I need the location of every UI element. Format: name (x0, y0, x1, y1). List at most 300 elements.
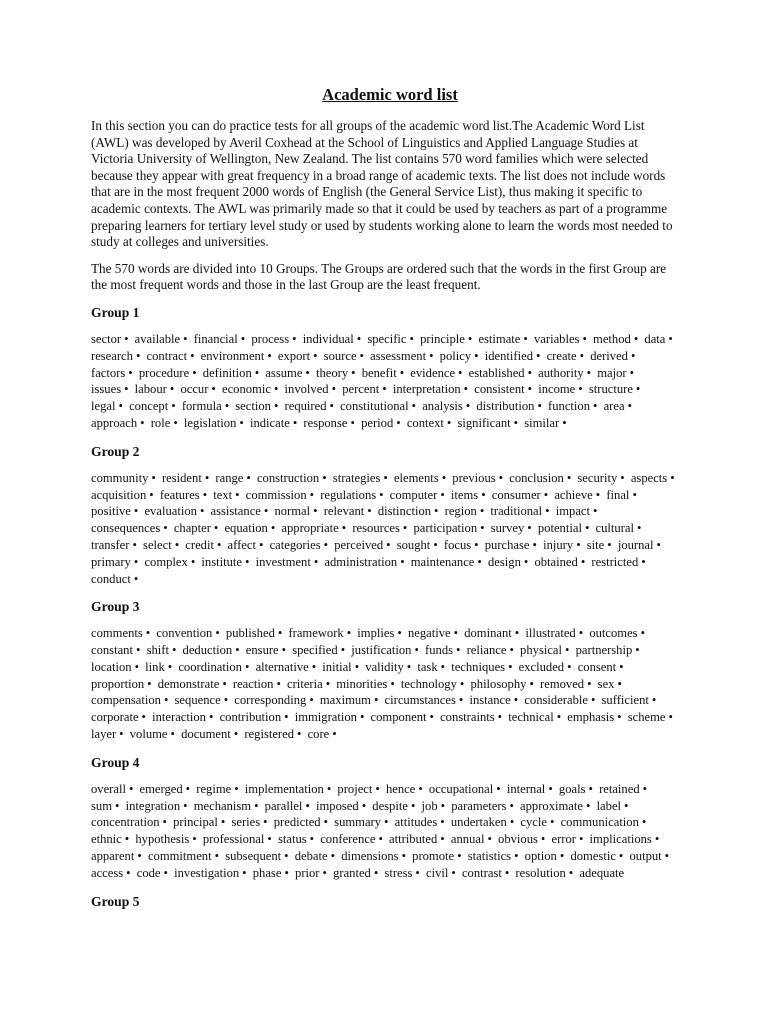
bullet-separator: • (346, 626, 352, 641)
bullet-separator: • (356, 331, 362, 346)
word-item: traditional (490, 504, 543, 519)
word-item: chapter (173, 521, 211, 536)
bullet-separator: • (562, 415, 567, 430)
bullet-separator: • (141, 710, 146, 725)
bullet-separator: • (171, 643, 177, 658)
word-item: annual (450, 832, 485, 847)
bullet-separator: • (504, 865, 510, 880)
bullet-separator: • (434, 504, 439, 519)
bullet-separator: • (171, 399, 176, 414)
bullet-separator: • (118, 399, 123, 414)
word-item: sufficient (601, 693, 649, 708)
bullet-separator: • (441, 470, 447, 485)
word-item: labour (134, 382, 167, 397)
bullet-separator: • (215, 626, 220, 641)
bullet-separator: • (509, 798, 514, 813)
bullet-separator: • (309, 487, 315, 502)
bullet-separator: • (578, 382, 583, 397)
bullet-separator: • (145, 626, 151, 641)
word-item: emerged (139, 781, 183, 796)
word-item: restricted (591, 554, 639, 569)
bullet-separator: • (267, 832, 272, 847)
word-item: period (361, 415, 394, 430)
word-item: investment (255, 554, 311, 569)
word-item: approach (91, 415, 138, 430)
word-item: benefit (361, 365, 397, 380)
word-item: data (644, 331, 666, 346)
word-item: structure (588, 382, 633, 397)
word-item: registered (244, 727, 295, 742)
word-item: analysis (422, 399, 463, 414)
word-item: aspects (630, 470, 668, 485)
bullet-separator: • (578, 832, 584, 847)
word-item: categories (269, 537, 321, 552)
bullet-separator: • (548, 781, 553, 796)
word-item: component (370, 710, 427, 725)
word-item: section (235, 399, 271, 414)
word-item: integration (125, 798, 181, 813)
word-item: theory (315, 365, 349, 380)
bullet-separator: • (244, 659, 250, 674)
bullet-separator: • (642, 781, 648, 796)
bullet-separator: • (664, 849, 670, 864)
bullet-separator: • (580, 554, 586, 569)
word-item: purchase (484, 537, 530, 552)
word-item: method (593, 331, 631, 346)
word-item: source (323, 348, 357, 363)
bullet-separator: • (620, 470, 625, 485)
word-item: income (538, 382, 576, 397)
word-item: primary (91, 554, 131, 569)
bullet-separator: • (378, 832, 383, 847)
bullet-separator: • (254, 798, 259, 813)
word-item: ethnic (91, 832, 122, 847)
word-item: sex (597, 676, 615, 691)
bullet-separator: • (309, 693, 314, 708)
bullet-separator: • (587, 676, 592, 691)
word-item: conference (320, 832, 376, 847)
word-item: obvious (498, 832, 538, 847)
bullet-separator: • (593, 504, 598, 519)
word-item: potential (537, 521, 582, 536)
bullet-separator: • (481, 487, 486, 502)
word-item: location (91, 659, 132, 674)
word-item: create (546, 348, 577, 363)
word-item: series (231, 815, 261, 830)
bullet-separator: • (323, 815, 329, 830)
word-item: sector (91, 331, 122, 346)
word-item: dimensions (341, 849, 399, 864)
bullet-separator: • (497, 710, 503, 725)
word-item: justification (351, 643, 412, 658)
bullet-separator: • (633, 331, 639, 346)
word-item: region (444, 504, 477, 519)
word-item: available (134, 331, 181, 346)
bullet-separator: • (513, 693, 519, 708)
word-item: role (150, 415, 171, 430)
bullet-separator: • (263, 504, 269, 519)
bullet-separator: • (163, 521, 168, 536)
bullet-separator: • (465, 399, 471, 414)
word-item: principal (173, 815, 218, 830)
word-item: contract (146, 348, 188, 363)
bullet-separator: • (373, 865, 379, 880)
bullet-separator: • (350, 415, 355, 430)
word-item: goals (558, 781, 586, 796)
word-item: authority (538, 365, 584, 380)
bullet-separator: • (607, 537, 612, 552)
bullet-separator: • (185, 781, 191, 796)
bullet-separator: • (584, 521, 590, 536)
word-item: sequence (174, 693, 221, 708)
bullet-separator: • (115, 798, 120, 813)
bullet-separator: • (415, 865, 420, 880)
bullet-separator: • (508, 659, 513, 674)
word-item: specific (367, 331, 407, 346)
word-item: significant (457, 415, 511, 430)
bullet-separator: • (463, 382, 469, 397)
word-item: prior (295, 865, 320, 880)
bullet-separator: • (140, 415, 145, 430)
bullet-separator: • (128, 365, 133, 380)
word-item: scheme (627, 710, 666, 725)
bullet-separator: • (523, 331, 528, 346)
word-item: summary (334, 815, 382, 830)
bullet-separator: • (537, 399, 542, 414)
bullet-separator: • (543, 487, 549, 502)
word-item: illustrated (525, 626, 576, 641)
bullet-separator: • (382, 382, 387, 397)
word-item: framework (288, 626, 344, 641)
bullet-separator: • (151, 470, 156, 485)
word-item: computer (389, 487, 438, 502)
bullet-separator: • (474, 348, 479, 363)
bullet-separator: • (549, 815, 555, 830)
bullet-separator: • (281, 643, 287, 658)
word-item: regulations (320, 487, 377, 502)
bullet-separator: • (351, 365, 356, 380)
word-item: volume (129, 727, 168, 742)
word-item: occur (180, 382, 209, 397)
bullet-separator: • (513, 415, 519, 430)
bullet-separator: • (487, 832, 492, 847)
bullet-separator: • (340, 643, 346, 658)
bullet-separator: • (632, 487, 637, 502)
word-item: cultural (595, 521, 634, 536)
bullet-separator: • (183, 331, 188, 346)
word-item: design (487, 554, 521, 569)
word-item: obtained (534, 554, 578, 569)
word-item: communication (560, 815, 639, 830)
word-item: dominant (464, 626, 512, 641)
bullet-separator: • (640, 626, 646, 641)
bullet-separator: • (192, 365, 197, 380)
word-item: civil (426, 865, 449, 880)
bullet-separator: • (239, 415, 244, 430)
bullet-separator: • (654, 832, 660, 847)
bullet-separator: • (440, 487, 445, 502)
bullet-separator: • (540, 832, 546, 847)
word-item: acquisition (91, 487, 147, 502)
word-item: institute (201, 554, 242, 569)
word-item: indicate (249, 415, 290, 430)
bullet-separator: • (514, 849, 519, 864)
word-item: demonstrate (157, 676, 220, 691)
bullet-separator: • (190, 554, 196, 569)
bullet-separator: • (313, 504, 318, 519)
word-item: factors (91, 365, 126, 380)
bullet-separator: • (246, 470, 251, 485)
bullet-separator: • (641, 815, 647, 830)
word-item: deduction (182, 643, 233, 658)
bullet-separator: • (467, 331, 473, 346)
word-item: complex (144, 554, 188, 569)
bullet-separator: • (402, 521, 408, 536)
word-item: validity (365, 659, 404, 674)
word-item: administration (324, 554, 398, 569)
bullet-separator: • (458, 693, 464, 708)
bullet-separator: • (174, 537, 180, 552)
word-item: investigation (174, 865, 240, 880)
bullet-separator: • (119, 727, 124, 742)
word-item: process (251, 331, 290, 346)
word-item: job (421, 798, 438, 813)
word-item: undertaken (450, 815, 507, 830)
word-item: specified (292, 643, 338, 658)
word-item: cycle (520, 815, 547, 830)
bullet-separator: • (668, 331, 673, 346)
bullet-separator: • (263, 815, 268, 830)
bullet-separator: • (637, 521, 642, 536)
document-page (91, 84, 679, 920)
word-item: approximate (520, 798, 583, 813)
word-item: interaction (152, 710, 206, 725)
bullet-separator: • (147, 676, 152, 691)
word-item: shift (146, 643, 169, 658)
word-item: community (91, 470, 149, 485)
word-item: consumer (491, 487, 541, 502)
bullet-separator: • (418, 781, 423, 796)
word-item: survey (490, 521, 525, 536)
bullet-separator: • (635, 643, 640, 658)
bullet-separator: • (292, 331, 297, 346)
bullet-separator: • (359, 348, 364, 363)
word-item: parallel (264, 798, 303, 813)
bullet-separator: • (331, 382, 337, 397)
bullet-separator: • (208, 710, 214, 725)
bullet-separator: • (458, 365, 463, 380)
word-item: implementation (244, 781, 324, 796)
bullet-separator: • (128, 781, 134, 796)
bullet-separator: • (322, 470, 327, 485)
word-item: circumstances (384, 693, 456, 708)
word-item: affect (227, 537, 256, 552)
bullet-separator: • (559, 849, 565, 864)
bullet-separator: • (400, 554, 405, 569)
bullet-separator: • (329, 399, 334, 414)
word-item: constant (91, 643, 133, 658)
bullet-separator: • (595, 487, 601, 502)
bullet-separator: • (235, 487, 240, 502)
word-item: elements (393, 470, 439, 485)
word-item: formula (181, 399, 222, 414)
bullet-separator: • (409, 331, 414, 346)
bullet-separator: • (586, 365, 592, 380)
bullet-separator: • (527, 521, 532, 536)
word-item: concentration (91, 815, 160, 830)
bullet-separator: • (568, 865, 574, 880)
word-item: procedure (138, 365, 190, 380)
bullet-separator: • (297, 727, 302, 742)
word-item: attitudes (394, 815, 438, 830)
word-item: achieve (554, 487, 593, 502)
word-item: parameters (451, 798, 507, 813)
word-item: function (548, 399, 591, 414)
group-heading: Group 2 (91, 443, 140, 459)
word-list (91, 625, 679, 743)
word-item: status (277, 832, 307, 847)
word-item: partnership (575, 643, 633, 658)
word-item: hypothesis (135, 832, 190, 847)
word-item: previous (452, 470, 496, 485)
bullet-separator: • (401, 849, 406, 864)
word-item: export (277, 348, 311, 363)
bullet-separator: • (585, 798, 591, 813)
bullet-separator: • (204, 470, 210, 485)
word-item: percent (342, 382, 380, 397)
bullet-separator: • (359, 710, 365, 725)
word-item: convention (156, 626, 213, 641)
word-item: consequences (91, 521, 161, 536)
bullet-separator: • (624, 798, 629, 813)
word-item: estimate (478, 331, 521, 346)
word-item: statistics (467, 849, 512, 864)
bullet-separator: • (341, 521, 347, 536)
word-item: hence (385, 781, 416, 796)
bullet-separator: • (273, 399, 279, 414)
bullet-separator: • (429, 710, 434, 725)
word-item: debate (294, 849, 328, 864)
bullet-separator: • (270, 521, 276, 536)
bullet-separator: • (133, 571, 139, 586)
word-item: assume (265, 365, 303, 380)
word-item: techniques (451, 659, 506, 674)
bullet-separator: • (579, 348, 585, 363)
word-item: variables (533, 331, 580, 346)
group-heading: Group 3 (91, 599, 140, 615)
bullet-separator: • (305, 798, 310, 813)
word-item: positive (91, 504, 131, 519)
bullet-separator: • (267, 348, 272, 363)
word-item: reliance (466, 643, 507, 658)
bullet-separator: • (496, 781, 501, 796)
word-item: maintenance (410, 554, 475, 569)
bullet-separator: • (309, 832, 315, 847)
word-item: immigration (294, 710, 357, 725)
bullet-separator: • (292, 415, 298, 430)
bullet-separator: • (474, 537, 479, 552)
word-item: normal (274, 504, 311, 519)
word-item: funds (425, 643, 454, 658)
bullet-separator: • (149, 487, 154, 502)
bullet-separator: • (406, 659, 412, 674)
bullet-separator: • (399, 365, 405, 380)
word-item: assistance (210, 504, 261, 519)
bullet-separator: • (213, 521, 219, 536)
word-item: perceived (334, 537, 384, 552)
word-item: appropriate (281, 521, 339, 536)
word-item: derived (590, 348, 628, 363)
bullet-separator: • (240, 331, 246, 346)
word-item: similar (524, 415, 560, 430)
bullet-separator: • (135, 348, 141, 363)
bullet-separator: • (532, 537, 537, 552)
word-item: response (303, 415, 348, 430)
bullet-separator: • (132, 537, 137, 552)
word-item: document (181, 727, 231, 742)
word-item: domestic (570, 849, 616, 864)
word-item: granted (333, 865, 371, 880)
bullet-separator: • (411, 399, 417, 414)
bullet-separator: • (617, 710, 622, 725)
word-item: evaluation (144, 504, 197, 519)
word-item: resolution (515, 865, 566, 880)
bullet-separator: • (367, 504, 372, 519)
bullet-separator: • (332, 727, 337, 742)
bullet-separator: • (509, 643, 514, 658)
word-item: predicted (273, 815, 321, 830)
word-item: conduct (91, 571, 131, 586)
word-item: emphasis (567, 710, 615, 725)
word-item: interpretation (392, 382, 461, 397)
groups-note-paragraph: The 570 words are divided into 10 Groups. The Groups are ordered such that the words in the first Group are the most frequent words and those in the last Group are the least frequent. (91, 260, 667, 293)
bullet-separator: • (556, 710, 562, 725)
bullet-separator: • (514, 626, 520, 641)
word-item: phase (252, 865, 282, 880)
bullet-separator: • (375, 781, 380, 796)
bullet-separator: • (429, 348, 434, 363)
word-item: site (586, 537, 605, 552)
bullet-separator: • (163, 865, 168, 880)
bullet-separator: • (397, 626, 402, 641)
word-item: occupational (428, 781, 494, 796)
bullet-separator: • (453, 626, 459, 641)
bullet-separator: • (565, 643, 570, 658)
word-item: proportion (91, 676, 145, 691)
bullet-separator: • (223, 693, 229, 708)
bullet-separator: • (133, 554, 139, 569)
word-item: regime (196, 781, 232, 796)
bullet-separator: • (456, 643, 461, 658)
word-item: equation (224, 521, 268, 536)
document-title: Academic word list (322, 85, 458, 104)
bullet-separator: • (477, 554, 482, 569)
bullet-separator: • (313, 554, 319, 569)
bullet-separator: • (326, 781, 332, 796)
bullet-separator: • (480, 521, 485, 536)
word-item: core (307, 727, 330, 742)
bullet-separator: • (414, 643, 419, 658)
word-item: contribution (219, 710, 282, 725)
bullet-separator: • (527, 382, 533, 397)
bullet-separator: • (234, 781, 239, 796)
word-item: adequate (579, 865, 625, 880)
word-item: outcomes (589, 626, 638, 641)
word-item: range (215, 470, 244, 485)
bullet-separator: • (254, 365, 260, 380)
word-item: legal (91, 399, 116, 414)
bullet-separator: • (373, 693, 379, 708)
